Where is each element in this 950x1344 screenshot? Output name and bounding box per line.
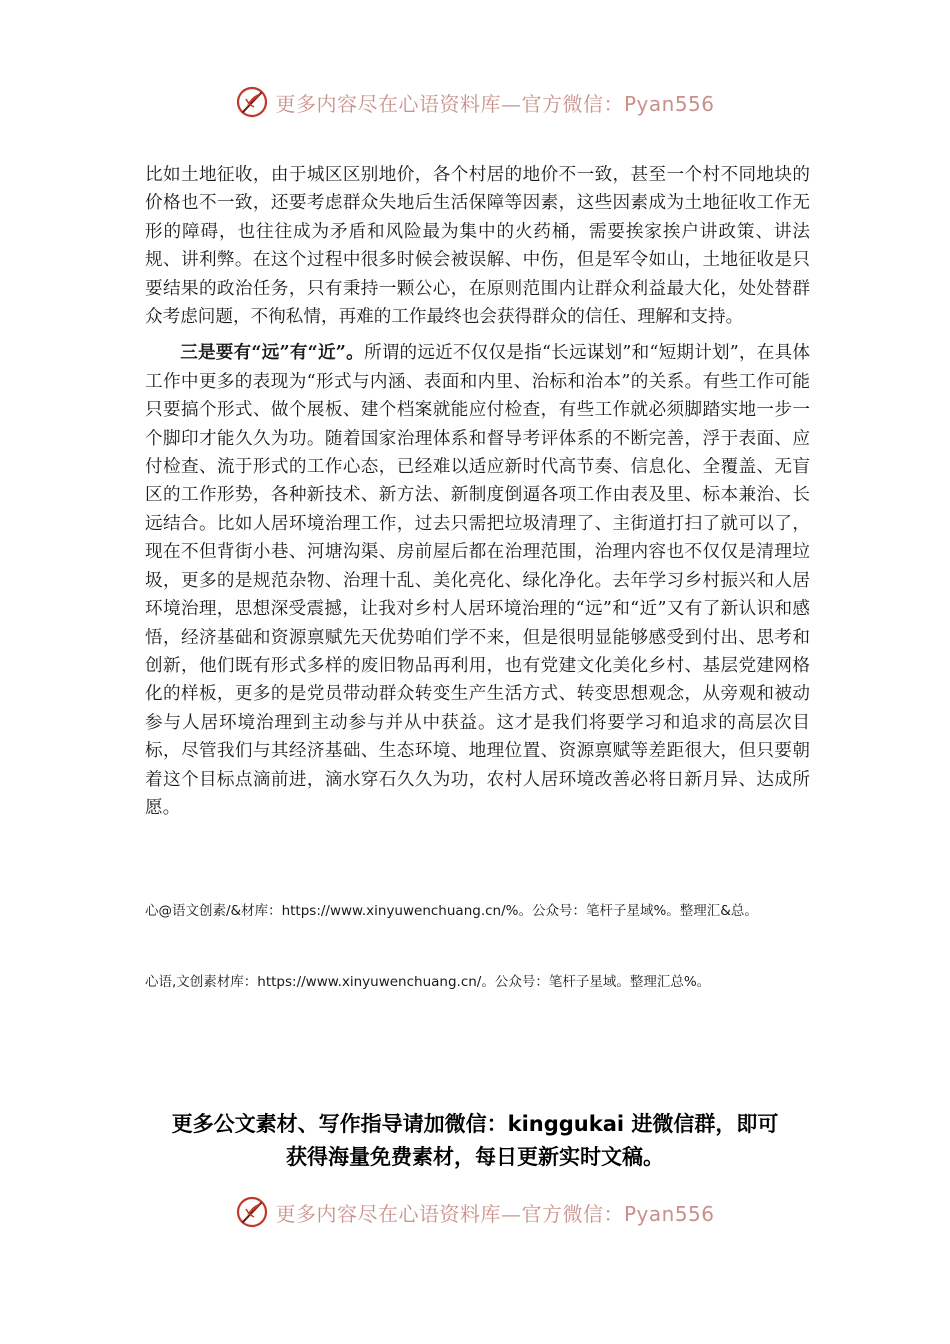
paragraph-lead: 三是要有“远”有“近”。 — [180, 342, 364, 364]
header-banner — [0, 82, 950, 122]
quill-logo-icon — [235, 85, 269, 119]
promo-block — [0, 1108, 950, 1174]
banner-text — [275, 1198, 714, 1227]
source-note-1: 心@语文创素/&材库：https://www.xinyuwenchuang.cn/%。公众号：笔杆子星域%。整理汇&总。 — [145, 903, 758, 919]
paragraph-body: 所谓的远近不仅仅是指“长远谋划”和“短期计划”，在具体工作中更多的表现为“形式与内涵、表面和内里、治标和治本”的关系。有些工作可能只要搞个形式、做个展板、建个档案就能应付检查，有些工作就必须脚踏实地一步一个脚印才能久久为功。随着国家治理体系和督导考评体系的不断完善，浮于表面、应付检查、流于形式的工作心态，已经难以适应新时代高节奏、信息化、全覆盖、无盲区的工作形势，各种新技术、新方法、新制度倒逼各项工作由表及里、标本兼治、长远结合。比如人居环境治理工作，过去只需把垃圾清理了、主街道打扫了就可以了，现在不但背街小巷、河塘沟渠、房前屋后都在治理范围，治理内容也不仅仅是清理垃圾，更多的是规范杂物、治理十乱、美化亮化、绿化净化。去年学习乡村振兴和人居环境治理，思想深受震撼，让我对乡村人居环境治理的“远”和“近”又有了新认识和感悟，经济基础和资源禀赋先天优势咱们学不来，但是很明显能够感受到付出、思考和创新，他们既有形式多样的废旧物品再利用，也有党建文化美化乡村、基层党建网格化的样板，更多的是党员带动群众转变生产生活方式、转变思想观念，从旁观和被动参与人居环境治理到主动参与并从中获益。这才是我们将要学习和追求的高层次目标，尽管我们与其经济基础、生态环境、地理位置、资源禀赋等差距很大，但只要朝着这个目标点滴前进，滴水穿石久久为功，农村人居环境改善必将日新月异、达成所愿。 — [145, 343, 811, 818]
article-body — [145, 161, 810, 822]
banner-wechat-id: Pyan556 — [623, 91, 715, 116]
paragraph-far-and-near — [145, 339, 810, 822]
banner-wechat-id: Pyan556 — [623, 1201, 715, 1226]
banner-label: 更多内容尽在心语资料库—官方微信： — [275, 91, 624, 116]
banner-label: 更多内容尽在心语资料库—官方微信： — [275, 1201, 624, 1226]
banner-text — [275, 88, 714, 117]
promo-line-1: 更多公文素材、写作指导请加微信：kinggukai 进微信群，即可 — [171, 1112, 779, 1136]
paragraph-land-acquisition: 比如土地征收，由于城区区别地价，各个村居的地价不一致，甚至一个村不同地块的价格也不一致，还要考虑群众失地后生活保障等因素，这些因素成为土地征收工作无形的障碍，也往往成为矛盾和风险最为集中的火药桶，需要挨家挨户讲政策、讲法规、讲利弊。在这个过程中很多时候会被误解、中伤，但是军令如山，土地征收是只要结果的政治任务，只有秉持一颗公心，在原则范围内让群众利益最大化，处处替群众考虑问题，不徇私情，再难的工作最终也会获得群众的信任、理解和支持。 — [145, 165, 810, 328]
promo-line-2: 获得海量免费素材，每日更新实时文稿。 — [286, 1145, 664, 1169]
footer-banner — [0, 1192, 950, 1232]
source-note-2: 心语,文创素材库：https://www.xinyuwenchuang.cn/。公众号：笔杆子星域。整理汇总%。 — [145, 974, 711, 990]
quill-logo-icon — [235, 1195, 269, 1229]
